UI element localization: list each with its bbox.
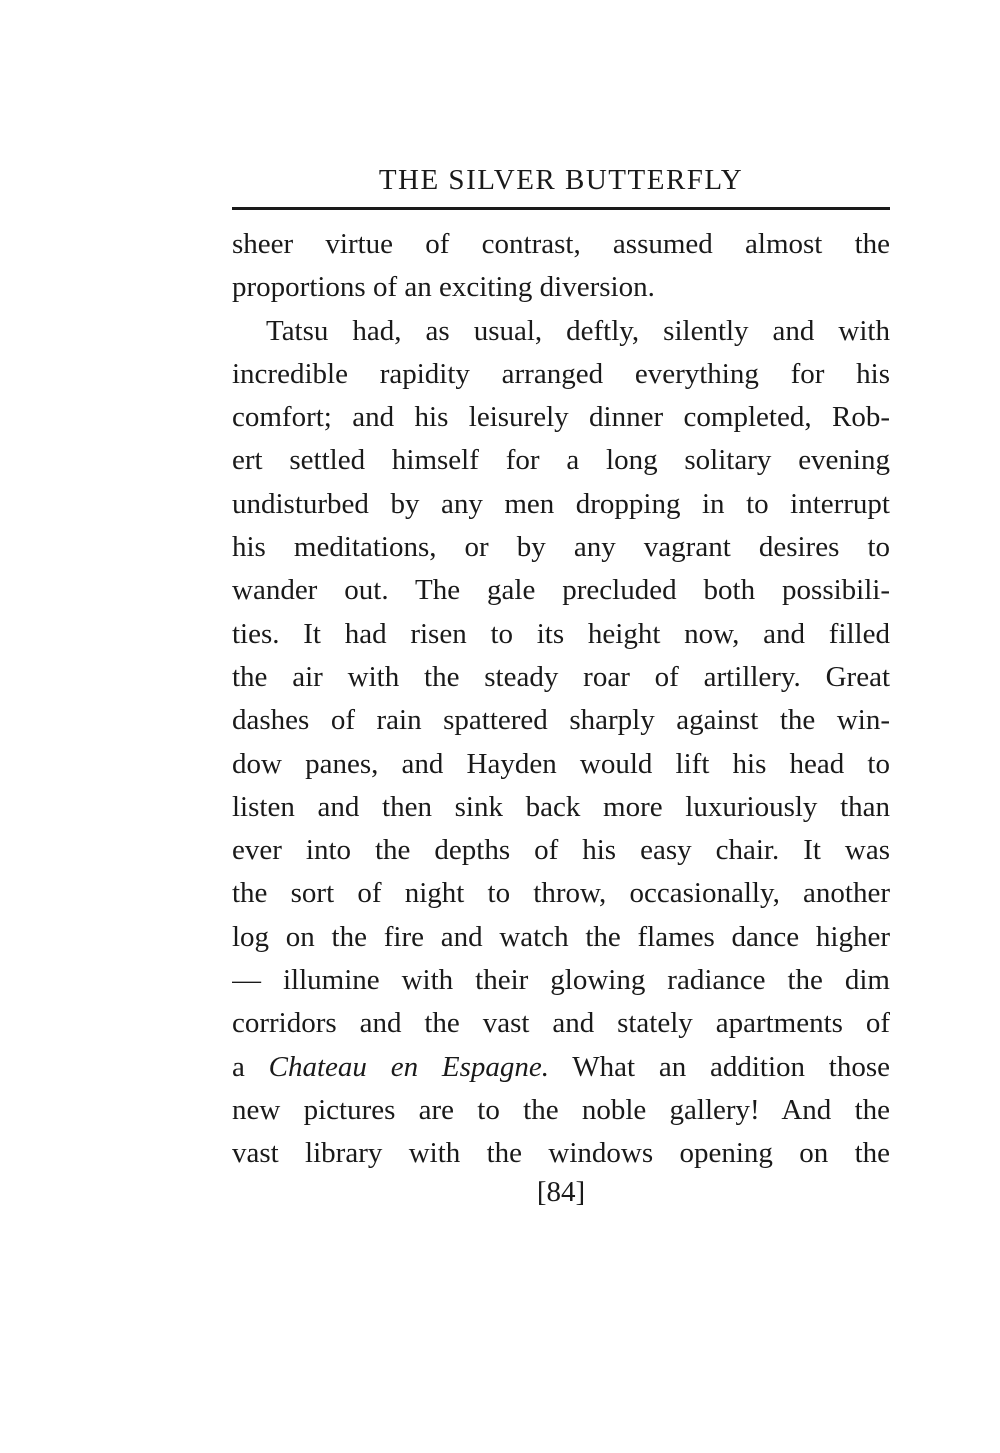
text-line: the sort of night to throw, occasionally, another: [232, 877, 890, 910]
text-line: corridors and the vast and stately apartments of: [232, 1007, 890, 1040]
text-line: incredible rapidity arranged everything for his: [232, 357, 890, 390]
text-line: proportions of an exciting diversion.: [232, 271, 655, 304]
text-segment: What an addition those: [548, 1050, 890, 1083]
paragraph-first-line: Tatsu had, as usual, deftly, silently and with: [266, 314, 890, 347]
page-number: [84]: [536, 1176, 586, 1208]
italic-phrase: Chateau en Espagne.: [268, 1050, 549, 1083]
header-rule: [232, 207, 890, 210]
text-line: undisturbed by any men dropping in to interrupt: [232, 487, 890, 520]
text-line: listen and then sink back more luxuriously than: [232, 790, 890, 823]
text-line: wander out. The gale precluded both possibili-: [232, 574, 890, 607]
text-line: ert settled himself for a long solitary evening: [232, 444, 890, 477]
text-line: dow panes, and Hayden would lift his head to: [232, 747, 890, 780]
page-body: [232, 223, 890, 1176]
text-line: sheer virtue of contrast, assumed almost the: [232, 228, 890, 260]
text-line: dashes of rain spattered sharply against the win-: [232, 704, 890, 737]
text-segment: a: [232, 1050, 269, 1083]
running-head-title: THE SILVER BUTTERFLY: [378, 164, 744, 196]
text-line: his meditations, or by any vagrant desires to: [232, 531, 890, 564]
text-line: comfort; and his leisurely dinner completed, Rob-: [232, 401, 890, 434]
text-line: new pictures are to the noble gallery! And the: [232, 1093, 890, 1126]
text-line: ties. It had risen to its height now, and filled: [232, 617, 890, 650]
text-line: the air with the steady roar of artillery. Great: [232, 660, 890, 693]
text-line: vast library with the windows opening on the: [232, 1137, 890, 1170]
text-line: log on the fire and watch the flames dance higher: [232, 920, 890, 953]
text-line: — illumine with their glowing radiance the dim: [232, 964, 890, 997]
text-line-with-italic: [232, 1046, 890, 1089]
text-line: ever into the depths of his easy chair. It was: [232, 834, 890, 867]
